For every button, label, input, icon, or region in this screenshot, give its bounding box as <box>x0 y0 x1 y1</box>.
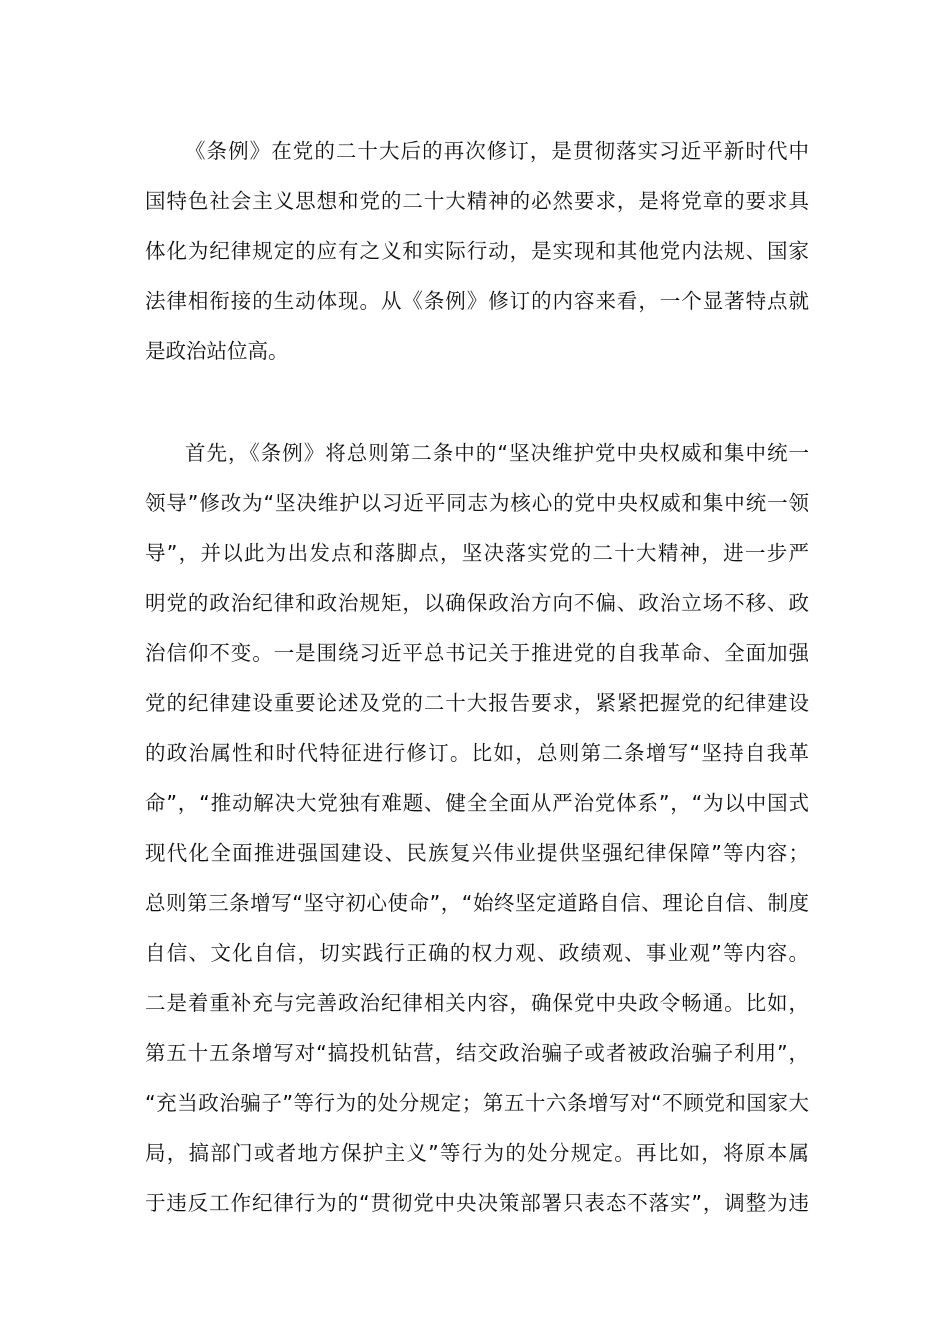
text-line: 党的纪律建设重要论述及党的二十大报告要求，紧紧把握党的纪律建设 <box>145 691 809 715</box>
text-line: 首先，《条例》将总则第二条中的“坚决维护党中央权威和集中统一 <box>185 441 809 465</box>
text-line: 总则第三条增写“坚守初心使命”，“始终坚定道路自信、理论自信、制度 <box>145 891 809 915</box>
text-line: 《条例》在党的二十大后的再次修订，是贯彻落实习近平新时代中 <box>185 139 809 163</box>
text-line: 法律相衔接的生动体现。从《条例》修订的内容来看，一个显著特点就 <box>145 289 809 313</box>
text-line: 命”，“推动解决大党独有难题、健全全面从严治党体系”，“为以中国式 <box>145 791 809 815</box>
text-line: 体化为纪律规定的应有之义和实际行动，是实现和其他党内法规、国家 <box>145 239 809 263</box>
text-line: 局，搞部门或者地方保护主义”等行为的处分规定。再比如，将原本属 <box>145 1141 809 1165</box>
paragraph-1 <box>145 126 809 376</box>
text-line: 现代化全面推进强国建设、民族复兴伟业提供坚强纪律保障”等内容； <box>145 841 809 865</box>
text-line: 治信仰不变。一是围绕习近平总书记关于推进党的自我革命、全面加强 <box>145 641 809 665</box>
text-line: 于违反工作纪律行为的“贯彻党中央决策部署只表态不落实”，调整为违 <box>145 1191 809 1215</box>
text-line: 二是着重补充与完善政治纪律相关内容，确保党中央政令畅通。比如， <box>145 991 809 1015</box>
document-body <box>145 126 809 1228</box>
text-line: 的政治属性和时代特征进行修订。比如，总则第二条增写“坚持自我革 <box>145 741 809 765</box>
text-line: 明党的政治纪律和政治规矩，以确保政治方向不偏、政治立场不移、政 <box>145 591 809 615</box>
text-line: 自信、文化自信，切实践行正确的权力观、政绩观、事业观”等内容。 <box>145 941 809 965</box>
text-line: 是政治站位高。 <box>145 339 289 363</box>
text-line: 国特色社会主义思想和党的二十大精神的必然要求，是将党章的要求具 <box>145 189 809 213</box>
text-line: 导”，并以此为出发点和落脚点，坚决落实党的二十大精神，进一步严 <box>145 541 809 565</box>
paragraph-gap <box>145 376 809 428</box>
text-line: “充当政治骗子”等行为的处分规定；第五十六条增写对“不顾党和国家大 <box>145 1091 809 1115</box>
text-line: 第五十五条增写对“搞投机钻营，结交政治骗子或者被政治骗子利用”， <box>145 1041 809 1065</box>
paragraph-2 <box>145 428 809 1228</box>
text-line: 领导”修改为“坚决维护以习近平同志为核心的党中央权威和集中统一领 <box>145 491 809 515</box>
